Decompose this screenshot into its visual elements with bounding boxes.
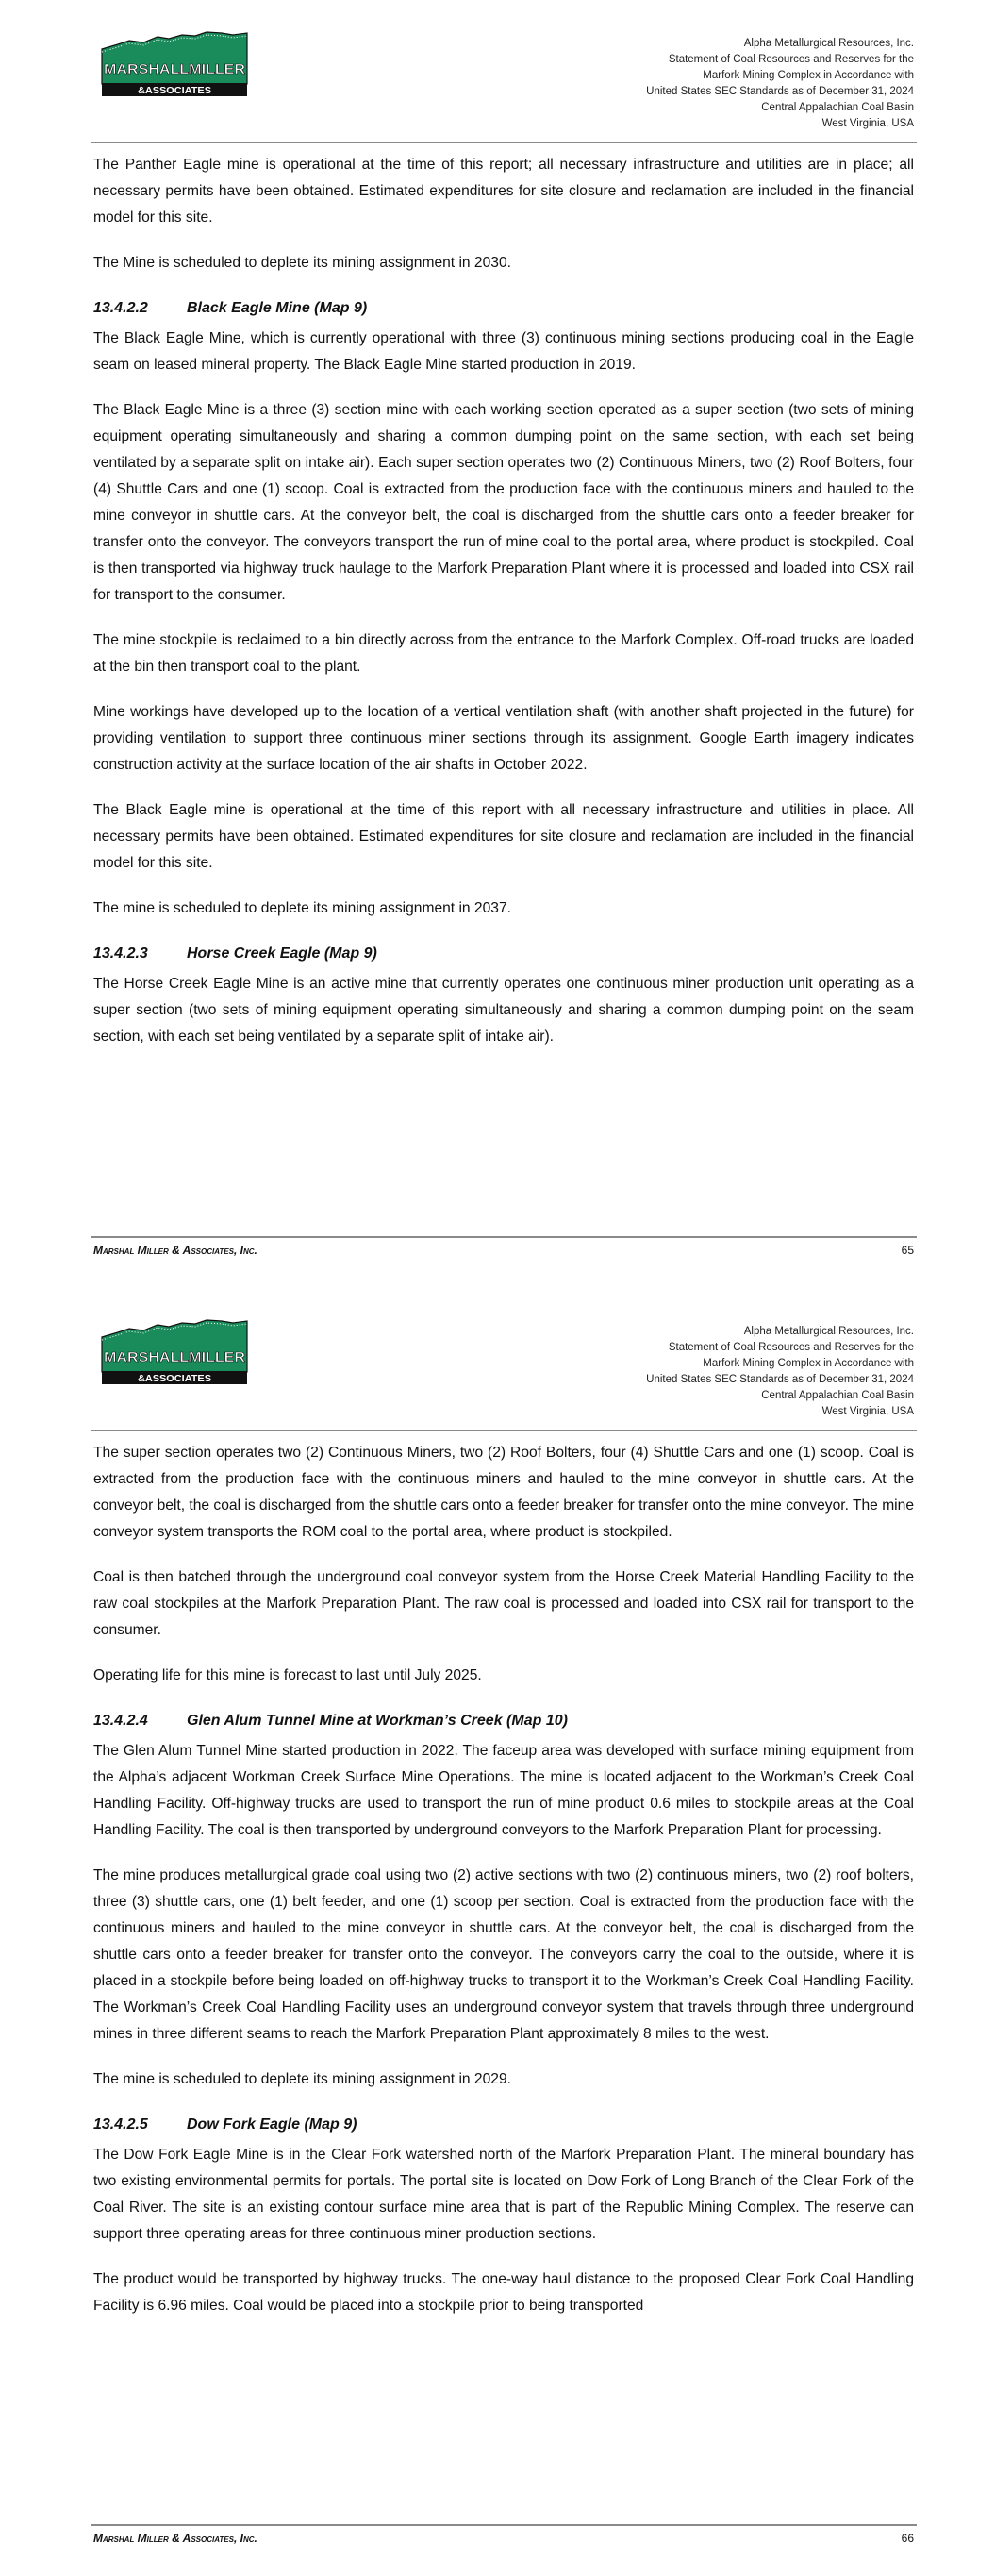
section-title: Glen Alum Tunnel Mine at Workman’s Creek (Map 10) xyxy=(187,1713,568,1729)
section-heading xyxy=(93,2112,914,2138)
section-title: Dow Fork Eagle (Map 9) xyxy=(187,2116,357,2133)
header-line: Central Appalachian Coal Basin xyxy=(761,102,914,113)
header-line: United States SEC Standards as of December 31, 2024 xyxy=(646,86,914,97)
footer-divider xyxy=(91,2524,917,2526)
paragraph: Mine workings have developed up to the location of a vertical ventilation shaft (with another shaft projected in the future) for providing ventilation to support three continuous miner sections through its assignment. Google Earth imagery indicates construction activity at the surface location of the air shafts in October 2022. xyxy=(93,704,914,773)
paragraph: The Dow Fork Eagle Mine is in the Clear Fork watershed north of the Marfork Preparation Plant. The mineral boundary has two existing environmental permits for portals. The portal site is located on Dow Fork of Long Branch of the Clear Fork of the Coal River. The site is an existing contour surface mine area that is part of the Republic Mining Complex. The reserve can support three operating areas for three continuous miner production sections. xyxy=(93,2147,914,2242)
svg-text:MARSHALLMILLER: MARSHALLMILLER xyxy=(104,61,246,77)
section-title: Black Eagle Mine (Map 9) xyxy=(187,300,368,316)
paragraph: The product would be transported by highway trucks. The one-way haul distance to the proposed Clear Fork Coal Handling Facility is 6.96 miles. Coal would be placed into a stockpile prior to being transported xyxy=(93,2271,914,2314)
header-line: United States SEC Standards as of December 31, 2024 xyxy=(646,1374,914,1385)
section-number: 13.4.2.4 xyxy=(93,1713,148,1729)
report-header xyxy=(646,1324,914,1420)
header-line: West Virginia, USA xyxy=(821,1406,914,1417)
paragraph: The mine produces metallurgical grade coal using two (2) active sections with two (2) continuous miners, two (2) roof bolters, three (3) shuttle cars, one (1) belt feeder, and one (1) scoop per section. Coal is extracted from the production face with the continuous miners and hauled to the mine conveyor in shuttle cars. At the conveyor belt, the coal is discharged from the shuttle cars onto a feeder breaker for transfer onto the conveyor. The conveyors carry the coal to the outside, where it is placed in a stockpile before being loaded on off-highway trucks to transport it to the Workman’s Creek Coal Handling Facility. The Workman’s Creek Coal Handling Facility uses an underground conveyor system that travels through three underground mines in three different seams to reach the Marfork Preparation Plant approximately 8 miles to the west. xyxy=(93,1867,914,2042)
paragraph: The Black Eagle Mine, which is currently operational with three (3) continuous mining sections producing coal in the Eagle seam on leased mineral property. The Black Eagle Mine started production in 2019. xyxy=(93,330,914,373)
section-title: Horse Creek Eagle (Map 9) xyxy=(187,945,377,962)
section-heading xyxy=(93,941,914,967)
header-divider xyxy=(91,142,917,143)
header-line: Statement of Coal Resources and Reserves for the xyxy=(668,1342,914,1353)
header-line: Central Appalachian Coal Basin xyxy=(761,1390,914,1401)
svg-text:&ASSOCIATES: &ASSOCIATES xyxy=(138,86,212,96)
report-header xyxy=(646,36,914,132)
paragraph: The mine is scheduled to deplete its mining assignment in 2029. xyxy=(93,2071,511,2087)
page-body xyxy=(93,1440,914,2338)
section-heading xyxy=(93,1708,914,1734)
paragraph: The Horse Creek Eagle Mine is an active mine that currently operates one continuous miner production unit operating as a super section (two sets of mining equipment operating simultaneously and sharing a common dumping point on the seam section, with each set being ventilated by a separate split of intake air). xyxy=(93,976,914,1045)
section-number: 13.4.2.2 xyxy=(93,300,148,316)
paragraph: The Black Eagle Mine is a three (3) section mine with each working section operated as a super section (two sets of mining equipment operating simultaneously and sharing a common dumping point on the same section, with each set being ventilated by a separate split on intake air). Each super section operates two (2) Continuous Miners, two (2) Roof Bolters, four (4) Shuttle Cars and one (1) scoop. Coal is extracted from the production face with the continuous miners and hauled to the mine conveyor in shuttle cars. At the conveyor belt, the coal is discharged from the shuttle cars onto a feeder breaker for transfer onto the conveyor. The conveyors transport the run of mine coal to the portal area, where product is stockpiled. Coal is then transported via highway truck haulage to the Marfork Preparation Plant where it is processed and loaded into CSX rail for transport to the consumer. xyxy=(93,402,914,603)
footer-company: Marshal Miller & Associates, Inc. xyxy=(93,2532,257,2545)
page-number: 65 xyxy=(901,1244,914,1257)
page-body xyxy=(93,152,914,1069)
paragraph: The Mine is scheduled to deplete its mining assignment in 2030. xyxy=(93,255,511,271)
svg-text:&ASSOCIATES: &ASSOCIATES xyxy=(138,1374,212,1384)
paragraph: Operating life for this mine is forecast to last until July 2025. xyxy=(93,1667,482,1683)
footer-divider xyxy=(91,1236,917,1238)
page-number: 66 xyxy=(901,2532,914,2545)
header-divider xyxy=(91,1430,917,1431)
paragraph: The mine is scheduled to deplete its mining assignment in 2037. xyxy=(93,900,511,916)
section-number: 13.4.2.3 xyxy=(93,945,148,962)
header-line: Statement of Coal Resources and Reserves for the xyxy=(668,54,914,65)
header-line: West Virginia, USA xyxy=(821,118,914,129)
paragraph: Coal is then batched through the underground coal conveyor system from the Horse Creek Material Handling Facility to the raw coal stockpiles at the Marfork Preparation Plant. The raw coal is processed and loaded into CSX rail for transport to the consumer. xyxy=(93,1569,914,1638)
header-line: Marfork Mining Complex in Accordance with xyxy=(703,70,914,81)
paragraph: The Glen Alum Tunnel Mine started production in 2022. The faceup area was developed with surface mining equipment from the Alpha’s adjacent Workman Creek Surface Mine Operations. The mine is located adjacent to the Workman’s Creek Coal Handling Facility. Off-highway trucks are used to transport the run of mine product 0.6 miles to stockpile areas at the Coal Handling Facility. The coal is then transported by underground conveyors to the Marfork Preparation Plant for processing. xyxy=(93,1743,914,1838)
section-heading xyxy=(93,295,914,322)
paragraph: The mine stockpile is reclaimed to a bin directly across from the entrance to the Marfork Complex. Off-road trucks are loaded at the bin then transport coal to the plant. xyxy=(93,632,914,675)
section-number: 13.4.2.5 xyxy=(93,2116,148,2133)
marshall-miller-logo xyxy=(101,1319,248,1385)
svg-text:MARSHALLMILLER: MARSHALLMILLER xyxy=(104,1349,246,1365)
document-page-66 xyxy=(0,1288,995,2576)
paragraph: The Black Eagle mine is operational at the time of this report with all necessary infrastructure and utilities in place. All necessary permits have been obtained. Estimated expenditures for site closure and reclamation are included in the financial model for this site. xyxy=(93,802,914,871)
header-line: Alpha Metallurgical Resources, Inc. xyxy=(743,1326,914,1337)
header-line: Marfork Mining Complex in Accordance with xyxy=(703,1358,914,1369)
header-line: Alpha Metallurgical Resources, Inc. xyxy=(743,38,914,49)
footer-company: Marshal Miller & Associates, Inc. xyxy=(93,1244,257,1257)
marshall-miller-logo xyxy=(101,31,248,97)
paragraph: The Panther Eagle mine is operational at the time of this report; all necessary infrastructure and utilities are in place; all necessary permits have been obtained. Estimated expenditures for site closure and reclamation are included in the financial model for this site. xyxy=(93,157,914,226)
paragraph: The super section operates two (2) Continuous Miners, two (2) Roof Bolters, four (4) Shuttle Cars and one (1) scoop. Coal is extracted from the production face with the continuous miners and hauled to the mine conveyor in shuttle cars. At the conveyor belt, the coal is discharged from the shuttle cars onto a feeder breaker for transfer onto the mine conveyor. The mine conveyor system transports the ROM coal to the portal area, where product is stockpiled. xyxy=(93,1445,914,1540)
